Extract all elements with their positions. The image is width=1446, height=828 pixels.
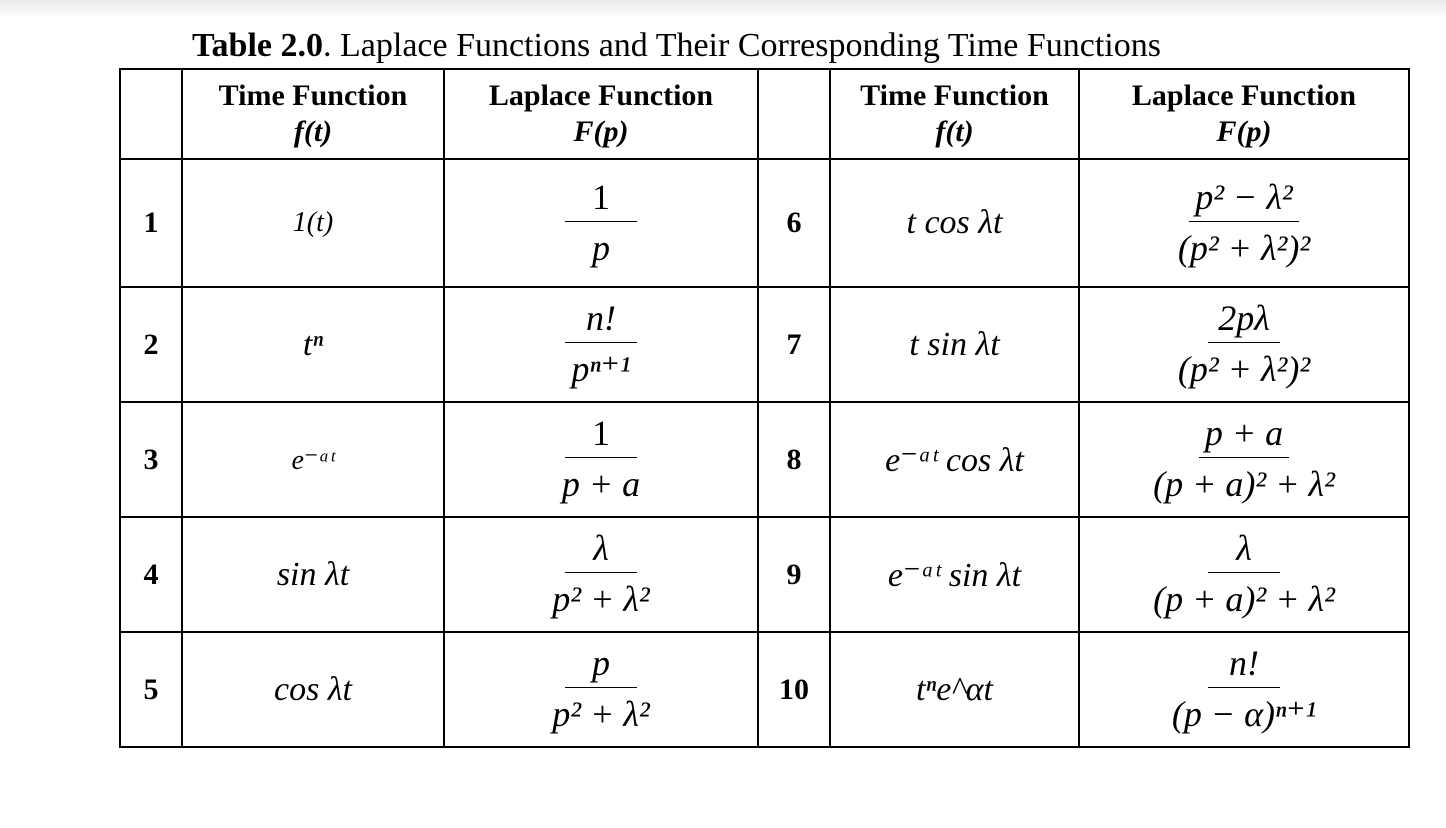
row-number: 10 bbox=[758, 632, 830, 747]
table-row bbox=[120, 402, 1409, 517]
header-laplace-function-left: Laplace Function F(p) bbox=[444, 69, 758, 159]
table-caption bbox=[192, 26, 1161, 66]
fraction-numerator: 2pλ bbox=[1208, 298, 1280, 343]
row-number: 6 bbox=[758, 159, 830, 287]
row-number: 8 bbox=[758, 402, 830, 517]
table-row bbox=[120, 287, 1409, 402]
fraction-denominator: (p + a)² + λ² bbox=[1153, 579, 1335, 619]
row-number: 1 bbox=[120, 159, 182, 287]
header-row bbox=[120, 69, 1409, 159]
time-function: e⁻ᵃᵗ cos λt bbox=[885, 441, 1024, 479]
fraction-numerator: p bbox=[565, 643, 637, 688]
time-function-cell bbox=[830, 287, 1079, 402]
laplace-fraction bbox=[1147, 413, 1341, 506]
laplace-function-cell bbox=[1079, 159, 1409, 287]
row-number: 3 bbox=[120, 402, 182, 517]
laplace-function-cell bbox=[1079, 287, 1409, 402]
laplace-fraction bbox=[565, 177, 637, 270]
header-time-function-right: Time Function f(t) bbox=[830, 69, 1079, 159]
caption-label: Table 2.0 bbox=[192, 27, 324, 64]
fraction-denominator: p + a bbox=[561, 464, 641, 504]
time-function: tⁿe^αt bbox=[916, 670, 993, 708]
fraction-denominator: (p² + λ²)² bbox=[1177, 349, 1311, 389]
time-function-cell bbox=[182, 517, 444, 632]
time-function-cell bbox=[830, 159, 1079, 287]
header-index-right bbox=[758, 69, 830, 159]
fraction-numerator: λ bbox=[1208, 528, 1280, 573]
row-number: 4 bbox=[120, 517, 182, 632]
time-function-cell bbox=[182, 402, 444, 517]
fraction-denominator: (p + a)² + λ² bbox=[1153, 464, 1335, 504]
fraction-denominator: p² + λ² bbox=[552, 694, 650, 734]
time-function-cell bbox=[830, 402, 1079, 517]
laplace-table bbox=[119, 68, 1410, 748]
fraction-numerator: 1 bbox=[565, 413, 637, 458]
time-function: t cos λt bbox=[906, 204, 1003, 241]
time-function-cell bbox=[182, 632, 444, 747]
caption-title: . Laplace Functions and Their Corresponding Time Functions bbox=[323, 27, 1161, 64]
time-function: cos λt bbox=[274, 670, 352, 708]
fraction-numerator: n! bbox=[1208, 643, 1280, 688]
fraction-numerator: 1 bbox=[565, 177, 637, 222]
laplace-fraction bbox=[1166, 643, 1322, 736]
row-number: 5 bbox=[120, 632, 182, 747]
laplace-function-cell bbox=[1079, 517, 1409, 632]
time-function-cell bbox=[830, 517, 1079, 632]
top-shade bbox=[0, 0, 1446, 18]
laplace-fraction bbox=[1147, 528, 1341, 621]
time-function-cell bbox=[182, 159, 444, 287]
laplace-fraction bbox=[546, 643, 655, 736]
fraction-numerator: n! bbox=[565, 298, 637, 343]
fraction-denominator: p bbox=[592, 227, 610, 268]
fraction-denominator: (p − α)ⁿ⁺¹ bbox=[1171, 694, 1317, 734]
header-laplace-function-right: Laplace Function F(p) bbox=[1079, 69, 1409, 159]
laplace-function-cell bbox=[444, 632, 758, 747]
time-function: 1(t) bbox=[292, 207, 334, 238]
row-number: 7 bbox=[758, 287, 830, 402]
time-function: t sin λt bbox=[909, 325, 1000, 363]
fraction-denominator: (p² + λ²)² bbox=[1177, 227, 1311, 268]
fraction-numerator: p² − λ² bbox=[1189, 177, 1298, 222]
laplace-function-cell bbox=[444, 287, 758, 402]
row-number: 9 bbox=[758, 517, 830, 632]
table-row bbox=[120, 632, 1409, 747]
time-function-cell bbox=[182, 287, 444, 402]
time-function: tⁿ bbox=[302, 325, 324, 363]
laplace-function-cell bbox=[1079, 402, 1409, 517]
table-row bbox=[120, 159, 1409, 287]
laplace-function-cell bbox=[444, 517, 758, 632]
fraction-denominator: p² + λ² bbox=[552, 579, 650, 619]
time-function: e⁻ᵃᵗ sin λt bbox=[887, 556, 1022, 594]
laplace-fraction bbox=[565, 298, 637, 391]
laplace-function-cell bbox=[444, 402, 758, 517]
laplace-fraction bbox=[556, 413, 646, 506]
laplace-fraction bbox=[1172, 298, 1316, 391]
header-time-function-left: Time Function f(t) bbox=[182, 69, 444, 159]
laplace-function-cell bbox=[444, 159, 758, 287]
laplace-function-cell bbox=[1079, 632, 1409, 747]
time-function: e⁻ᵃᵗ bbox=[291, 444, 335, 476]
table-row bbox=[120, 517, 1409, 632]
laplace-fraction bbox=[546, 528, 655, 621]
row-number: 2 bbox=[120, 287, 182, 402]
header-index-left bbox=[120, 69, 182, 159]
fraction-denominator: pⁿ⁺¹ bbox=[571, 349, 631, 389]
time-function: sin λt bbox=[276, 555, 350, 593]
fraction-numerator: p + a bbox=[1199, 413, 1289, 458]
fraction-numerator: λ bbox=[565, 528, 637, 573]
laplace-fraction bbox=[1172, 177, 1316, 270]
time-function-cell bbox=[830, 632, 1079, 747]
